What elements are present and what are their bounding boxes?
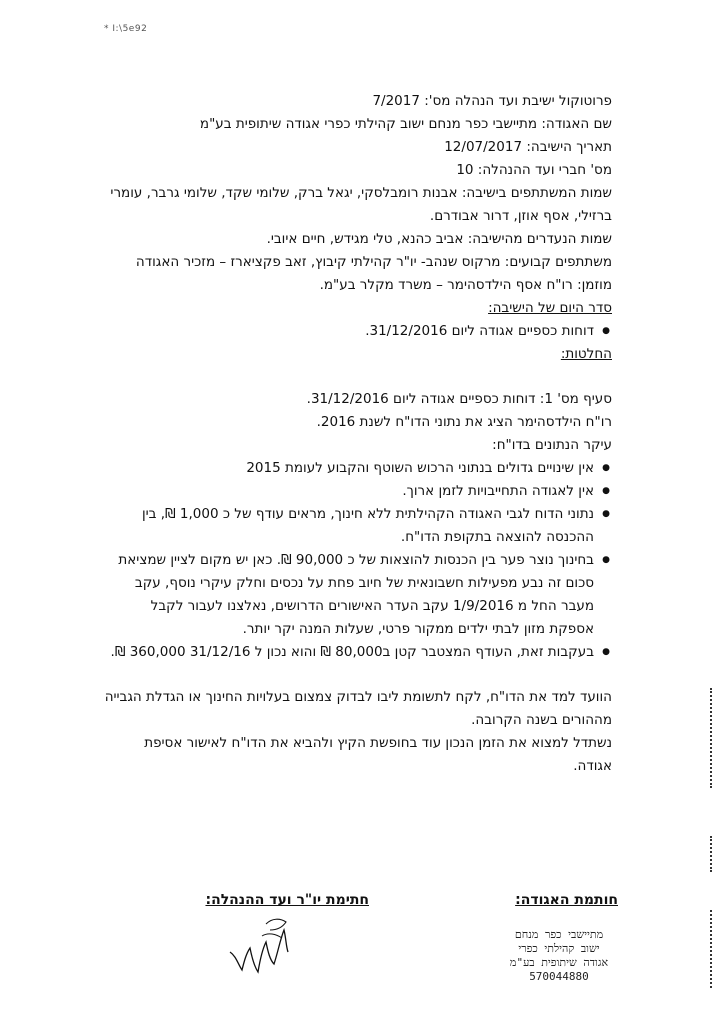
permanent-participants: משתתפים קבועים: מרקוס שנהב- יו"ר קהילתי קיבוץ, זאב פקציארז – מזכיר האגודה <box>135 254 612 270</box>
absent-list: שמות הנעדרים מהישיבה: אביב כהנא, טלי מגידש, חיים איובי. <box>266 231 612 247</box>
presenter-line: רו"ח הילדסהימר הציג את נתוני הדו"ח לשנת 2016. <box>316 414 612 430</box>
conclusion-paragraph: הוועד למד את הדו"ח, לקח לתשומת ליבו לבדוק צמצום בעלויות החינוך או הגדלת הגבייה מההורים בשנה הקרובה. <box>104 689 612 728</box>
agenda-list <box>104 320 612 343</box>
agenda-item: ● דוחות כספיים אגודה ליום 31/12/2016. <box>104 320 594 343</box>
handwritten-signature <box>226 912 294 982</box>
invited-guest: מוזמן: רו"ח אסף הילדסהימר – משרד מקלר בע"מ. <box>319 277 612 293</box>
stamp-line: 570044880 <box>529 970 589 983</box>
participants-list: שמות המשתתפים בישיבה: אבנות רומבלסקי, יגאל ברק, שלומי שקד, שלומי גרבר, עומרי ברזילי, אסף אוזן, דרור אבודרם. <box>110 185 612 224</box>
section-title: סעיף מס' 1: דוחות כספיים אגודה ליום 31/12/2016. <box>306 391 612 407</box>
margin-mark <box>710 836 714 872</box>
highlights-heading: עיקר הנתונים בדו"ח: <box>492 437 612 453</box>
highlights-list <box>104 457 612 664</box>
agenda-heading: סדר היום של הישיבה: <box>488 300 612 316</box>
list-item: ● בחינוך נוצר פער בין הכנסות להוצאות של כ 90,000 ₪. כאן יש מקום לציין שמציאת סכום זה נבע מפעילות חשבונאית של חיוב פחת על נכסים וחלק עיקרי נוסף, עקב מעבר החל מ 1/9/2016 עקב העדר האישורים הדרושים, נאלצנו לעבור לקבל אספקת מזון לבתי ילדים ממקור פרטי, שעלות המנה יקר יותר. <box>104 549 594 641</box>
document-header-code: * I:\5e92 <box>104 24 148 34</box>
board-members-count: מס' חברי ועד ההנהלה: 10 <box>456 162 612 178</box>
margin-mark <box>710 688 714 788</box>
protocol-document <box>104 90 612 778</box>
protocol-title: פרוטוקול ישיבת ועד הנהלה מס': 7/2017 <box>372 93 612 109</box>
association-stamp-label: חותמת האגודה: <box>515 892 618 908</box>
list-item: ● נתוני הדוח לגבי האגודה הקהילתית ללא חינוך, מראים עודף של כ 1,000 ₪, בין ההכנסה להוצאה בתקופת הדו"ח. <box>104 503 594 549</box>
list-item: ● אין לאגודה התחייבויות לזמן ארוך. <box>104 480 594 503</box>
meeting-date: תאריך הישיבה: 12/07/2017 <box>444 139 612 155</box>
stamp-line: אגודה שיתופית בע"מ <box>509 956 609 969</box>
association-name: שם האגודה: מתיישבי כפר מנחם ישוב קהילתי כפרי אגודה שיתופית בע"מ <box>199 116 612 132</box>
margin-mark <box>710 910 714 988</box>
stamp-line: מתיישבי כפר מנחם <box>514 928 604 941</box>
decisions-heading: החלטות: <box>560 346 612 362</box>
list-item: ● אין שינויים גדולים בנתוני הרכוש השוטף והקבוע לעומת 2015 <box>104 457 594 480</box>
association-stamp <box>494 928 624 984</box>
conclusion-paragraph: נשתדל למצוא את הזמן הנכון עוד בחופשת הקיץ ולהביא את הדו"ח לאישור אסיפת אגודה. <box>144 735 612 774</box>
list-item: ● בעקבות זאת, העודף המצטבר קטן ב80,000 ₪ והוא נכון ל 31/12/16 360,000 ₪. <box>104 641 594 664</box>
chair-signature-label: חתימת יו"ר ועד ההנהלה: <box>205 892 369 908</box>
stamp-line: ישוב קהילתי כפרי <box>518 942 600 955</box>
